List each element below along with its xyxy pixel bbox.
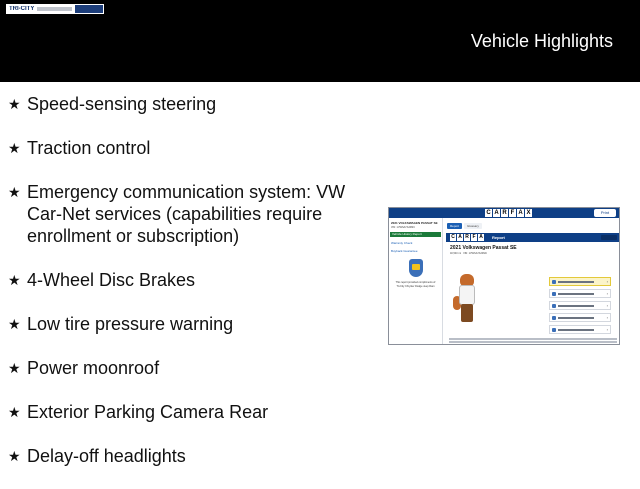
star-icon: ★ <box>8 404 21 420</box>
summary-row[interactable]: › <box>549 301 611 310</box>
feature-text: 4-Wheel Disc Brakes <box>27 270 196 290</box>
carfax-logo: C A R F A X <box>486 210 531 216</box>
star-icon: ★ <box>8 184 21 200</box>
star-icon: ★ <box>8 96 21 112</box>
report-vehicle-title: 2021 Volkswagen Passat SE <box>450 245 517 251</box>
sidebar-link[interactable]: Warranty Check <box>391 241 413 245</box>
star-icon: ★ <box>8 140 21 156</box>
page-title: Vehicle Highlights <box>470 31 613 51</box>
carfax-report-bar <box>446 233 620 242</box>
carfax-sidebar <box>389 218 443 345</box>
header-banner <box>0 0 640 82</box>
shield-icon <box>409 259 423 277</box>
carfax-fox-mascot <box>456 274 478 328</box>
report-badge <box>601 235 617 240</box>
feature-list <box>8 93 368 489</box>
summary-row[interactable]: › <box>549 313 611 322</box>
sidebar-vehicle: 2021 VOLKSWAGEN PASSAT SE <box>391 221 438 225</box>
tab-report[interactable]: Report <box>447 223 462 229</box>
logo-divider <box>37 7 72 11</box>
feature-text: Delay-off headlights <box>27 446 186 466</box>
feature-item <box>8 445 368 467</box>
print-button[interactable]: Print <box>594 209 616 217</box>
feature-text: Low tire pressure warning <box>27 314 234 334</box>
summary-row[interactable]: › <box>549 325 611 334</box>
dealer-logo[interactable] <box>6 4 104 14</box>
sidebar-active-item[interactable]: Vehicle History Report <box>390 232 441 237</box>
sidebar-vin: VIN: 1VWSA7A34MC <box>391 226 416 229</box>
logo-badge <box>75 5 103 13</box>
report-label: Report <box>492 235 505 240</box>
dealer-info: This report provided compliments of Tri-City Chrysler Dodge Jeep Ram <box>395 281 436 288</box>
carfax-report-thumbnail[interactable] <box>388 207 620 345</box>
summary-row[interactable]: › <box>549 289 611 298</box>
feature-item <box>8 269 368 291</box>
report-disclaimer <box>446 338 620 345</box>
summary-row[interactable]: › <box>549 277 611 286</box>
feature-item <box>8 401 368 423</box>
dealer-logo-text: TRI-CITY <box>9 6 35 12</box>
star-icon: ★ <box>8 448 21 464</box>
feature-item <box>8 357 368 379</box>
carfax-report-logo: C A R F A <box>451 234 483 240</box>
feature-item <box>8 137 368 159</box>
feature-item <box>8 181 368 247</box>
feature-text: Emergency communication system: VW Car-Net services (capabilities require enrollment or subscription) <box>27 182 346 246</box>
star-icon: ★ <box>8 272 21 288</box>
sidebar-link[interactable]: Buyback Guarantee <box>391 249 418 253</box>
feature-text: Traction control <box>27 138 151 158</box>
feature-item <box>8 93 368 115</box>
carfax-tabs <box>447 223 620 229</box>
report-vin: 40,540 mi VIN: 1VWSA7A34MC <box>450 252 488 255</box>
feature-text: Power moonroof <box>27 358 160 378</box>
carfax-topbar <box>389 208 619 218</box>
feature-text: Speed-sensing steering <box>27 94 217 114</box>
star-icon: ★ <box>8 360 21 376</box>
feature-item <box>8 313 368 335</box>
feature-text: Exterior Parking Camera Rear <box>27 402 269 422</box>
report-summary-list <box>549 277 611 337</box>
star-icon: ★ <box>8 316 21 332</box>
tab-glossary[interactable]: Glossary <box>464 223 482 229</box>
carfax-main <box>446 218 620 345</box>
